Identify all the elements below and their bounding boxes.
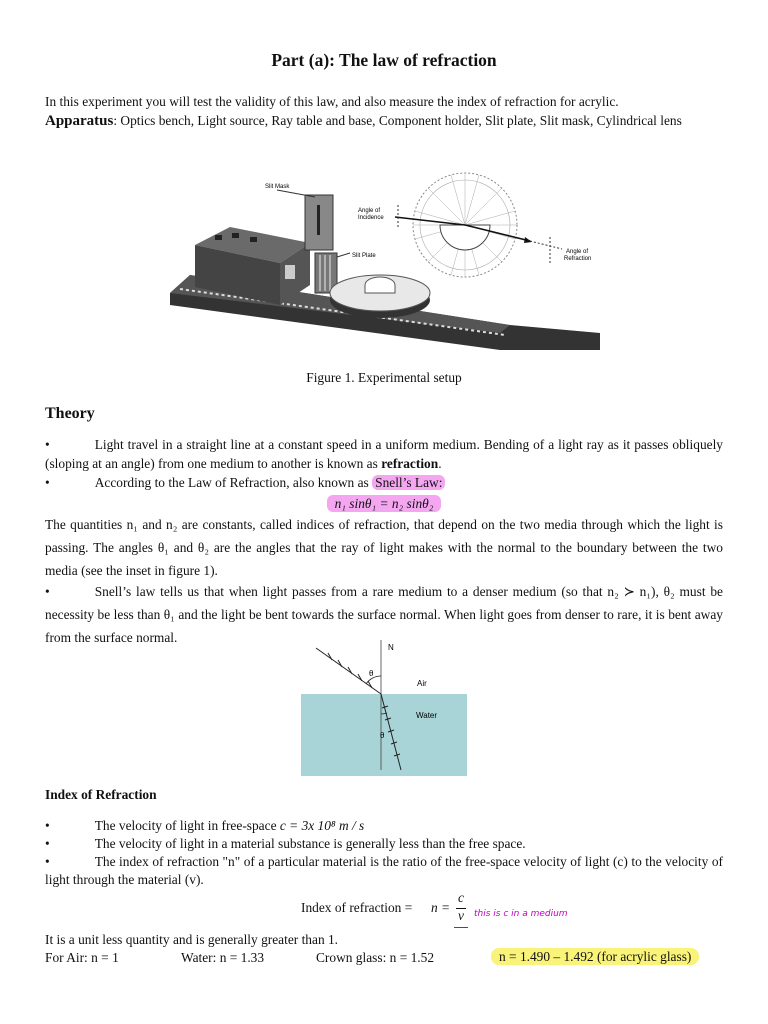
value-water: Water: n = 1.33 bbox=[181, 950, 265, 965]
theory-b1-end: . bbox=[438, 456, 442, 471]
bullet-icon: • bbox=[45, 475, 50, 490]
slit-plate-label: Slit Plate bbox=[352, 253, 376, 259]
page-title: Part (a): The law of refraction bbox=[271, 50, 497, 70]
handwritten-note: this is c in a medium bbox=[474, 909, 568, 919]
formula-denominator: v bbox=[458, 908, 464, 923]
quantities-paragraph: The quantities n₁ and n₂ are constants, called indices of refraction, that depend on the two media through which the light is passing. The angles θ₁ and θ₂ are the angles that the ray of light makes with the normal to the boundary between the two media (see the inset in figure 1). bbox=[45, 517, 723, 578]
theory-bullet-3 bbox=[45, 580, 723, 649]
theory-b3-text: Snell’s law tells us that when light passes from a rare medium to a denser medium (so that n₂ ≻ n₁), θ₂ must be necessity be less than θ₁ and the light be bent towards the surface normal. When light goes from denser to rare, it is bent away from the surface normal. bbox=[45, 584, 723, 645]
snell-equation: n₁ sinθ₁ = n₂ sinθ₂ bbox=[327, 495, 442, 512]
apparatus-label: Apparatus bbox=[45, 113, 114, 129]
bullet-icon: • bbox=[45, 854, 50, 869]
refraction-inset-diagram bbox=[300, 640, 468, 777]
slit-mask-label: Slit Mask bbox=[265, 184, 290, 190]
snells-law-highlight: Snell’s Law: bbox=[372, 475, 445, 490]
theory-bullet-1 bbox=[45, 435, 723, 473]
speed-of-light-equation: c = 3x 10⁸ m / s bbox=[279, 818, 365, 833]
bullet-icon: • bbox=[45, 437, 50, 452]
refraction-term: refraction bbox=[381, 456, 439, 471]
angle-refraction-label-1: Angle of bbox=[566, 249, 589, 255]
normal-label: N bbox=[388, 643, 394, 652]
handwritten-underline bbox=[454, 927, 468, 928]
air-label: Air bbox=[417, 679, 427, 688]
formula-numerator: c bbox=[458, 890, 464, 905]
index-heading: Index of Refraction bbox=[45, 787, 157, 802]
theta1-label: θ bbox=[369, 669, 374, 678]
water-label: Water bbox=[416, 711, 438, 720]
index-formula-n: n = bbox=[431, 900, 451, 915]
theory-b1-text: Light travel in a straight line at a constant speed in a uniform medium. Bending of a light ray as it passes obliquely (sloping at an angle) from one medium to another is known as bbox=[45, 437, 723, 471]
index-bullet-2 bbox=[45, 835, 526, 853]
unitless-text: It is a unit less quantity and is generally greater than 1. bbox=[45, 932, 339, 947]
angle-incidence-label-1: Angle of bbox=[358, 208, 381, 214]
index-b3-text: The index of refraction "n" of a particular material is the ratio of the free-space velocity of light (c) to the velocity of light through the material (v). bbox=[45, 854, 723, 887]
value-air: For Air: n = 1 bbox=[45, 950, 119, 965]
apparatus-text: : Optics bench, Light source, Ray table and base, Component holder, Slit plate, Slit mask, Cylindrical lens bbox=[113, 113, 682, 128]
value-acrylic: n = 1.490 – 1.492 (for acrylic glass) bbox=[491, 948, 699, 965]
bullet-icon: • bbox=[45, 836, 50, 851]
experimental-setup-figure bbox=[170, 165, 620, 355]
bullet-icon: • bbox=[45, 584, 50, 599]
intro-text: In this experiment you will test the validity of this law, and also measure the index of refraction for acrylic. bbox=[45, 94, 619, 109]
index-b1-text: The velocity of light in free-space bbox=[94, 818, 277, 833]
snell-equation-line bbox=[0, 495, 768, 513]
index-formula-label: Index of refraction = bbox=[301, 900, 413, 915]
theory-heading: Theory bbox=[45, 405, 95, 422]
index-bullet-3 bbox=[45, 853, 723, 889]
index-bullet-1 bbox=[45, 817, 364, 835]
index-b2-text: The velocity of light in a material substance is generally less than the free space. bbox=[94, 836, 526, 851]
theory-b2-text: According to the Law of Refraction, also known as bbox=[94, 475, 369, 490]
apparatus-paragraph bbox=[45, 111, 723, 131]
angle-refraction-label-2: Refraction bbox=[564, 256, 592, 262]
bullet-icon: • bbox=[45, 818, 50, 833]
figure1-caption: Figure 1. Experimental setup bbox=[306, 370, 462, 385]
value-acrylic-line bbox=[491, 948, 699, 966]
value-crown-glass: Crown glass: n = 1.52 bbox=[316, 950, 435, 965]
theory-bullet-2 bbox=[45, 474, 445, 492]
theta2-label: θ bbox=[380, 731, 385, 740]
angle-incidence-label-2: Incidence bbox=[358, 215, 384, 221]
